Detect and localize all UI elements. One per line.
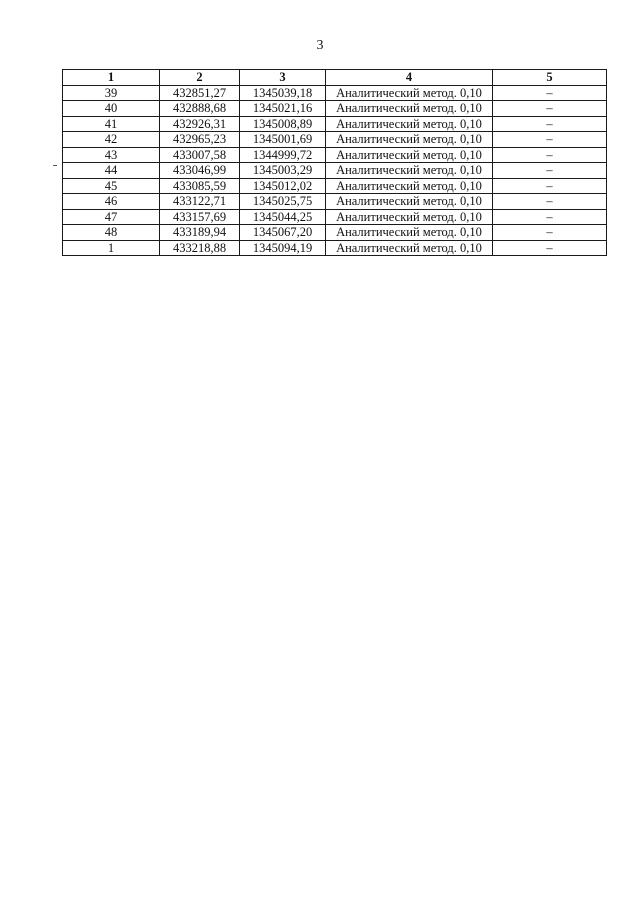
description-cell: –: [493, 194, 607, 210]
point-number-cell: 43: [63, 147, 160, 163]
point-number-cell: 40: [63, 101, 160, 117]
y-coordinate-cell: 1345008,89: [240, 116, 326, 132]
description-cell: –: [493, 178, 607, 194]
y-coordinate-cell: 1345003,29: [240, 163, 326, 179]
table-row: [63, 101, 607, 117]
x-coordinate-cell: 432851,27: [160, 85, 240, 101]
description-cell: –: [493, 101, 607, 117]
table-row: [63, 116, 607, 132]
x-coordinate-cell: 433122,71: [160, 194, 240, 210]
table-row: [63, 85, 607, 101]
coordinates-table: [62, 69, 607, 256]
table-header-row: [63, 70, 607, 86]
method-cell: Аналитический метод. 0,10: [326, 225, 493, 241]
column-header: 2: [160, 70, 240, 86]
description-cell: –: [493, 209, 607, 225]
column-header: 4: [326, 70, 493, 86]
point-number-cell: 45: [63, 178, 160, 194]
table-row: [63, 147, 607, 163]
table-row: [63, 132, 607, 148]
table-row: [63, 240, 607, 256]
point-number-cell: 48: [63, 225, 160, 241]
description-cell: –: [493, 132, 607, 148]
description-cell: –: [493, 147, 607, 163]
y-coordinate-cell: 1344999,72: [240, 147, 326, 163]
point-number-cell: 42: [63, 132, 160, 148]
table-row: [63, 194, 607, 210]
method-cell: Аналитический метод. 0,10: [326, 132, 493, 148]
y-coordinate-cell: 1345039,18: [240, 85, 326, 101]
description-cell: –: [493, 240, 607, 256]
x-coordinate-cell: 433046,99: [160, 163, 240, 179]
y-coordinate-cell: 1345021,16: [240, 101, 326, 117]
method-cell: Аналитический метод. 0,10: [326, 147, 493, 163]
y-coordinate-cell: 1345094,19: [240, 240, 326, 256]
point-number-cell: 41: [63, 116, 160, 132]
y-coordinate-cell: 1345012,02: [240, 178, 326, 194]
description-cell: –: [493, 163, 607, 179]
column-header: 3: [240, 70, 326, 86]
description-cell: –: [493, 116, 607, 132]
description-cell: –: [493, 85, 607, 101]
point-number-cell: 46: [63, 194, 160, 210]
method-cell: Аналитический метод. 0,10: [326, 240, 493, 256]
table-row: [63, 178, 607, 194]
method-cell: Аналитический метод. 0,10: [326, 85, 493, 101]
column-header: 1: [63, 70, 160, 86]
point-number-cell: 1: [63, 240, 160, 256]
y-coordinate-cell: 1345067,20: [240, 225, 326, 241]
x-coordinate-cell: 432888,68: [160, 101, 240, 117]
x-coordinate-cell: 433085,59: [160, 178, 240, 194]
y-coordinate-cell: 1345025,75: [240, 194, 326, 210]
x-coordinate-cell: 432926,31: [160, 116, 240, 132]
table-row: [63, 225, 607, 241]
point-number-cell: 47: [63, 209, 160, 225]
x-coordinate-cell: 433157,69: [160, 209, 240, 225]
method-cell: Аналитический метод. 0,10: [326, 163, 493, 179]
scan-mark: [53, 165, 57, 166]
x-coordinate-cell: 433189,94: [160, 225, 240, 241]
x-coordinate-cell: 432965,23: [160, 132, 240, 148]
point-number-cell: 39: [63, 85, 160, 101]
method-cell: Аналитический метод. 0,10: [326, 209, 493, 225]
page-number: 3: [316, 38, 324, 53]
description-cell: –: [493, 225, 607, 241]
method-cell: Аналитический метод. 0,10: [326, 116, 493, 132]
y-coordinate-cell: 1345001,69: [240, 132, 326, 148]
table-row: [63, 163, 607, 179]
column-header: 5: [493, 70, 607, 86]
table-row: [63, 209, 607, 225]
point-number-cell: 44: [63, 163, 160, 179]
method-cell: Аналитический метод. 0,10: [326, 178, 493, 194]
y-coordinate-cell: 1345044,25: [240, 209, 326, 225]
x-coordinate-cell: 433218,88: [160, 240, 240, 256]
method-cell: Аналитический метод. 0,10: [326, 101, 493, 117]
method-cell: Аналитический метод. 0,10: [326, 194, 493, 210]
x-coordinate-cell: 433007,58: [160, 147, 240, 163]
